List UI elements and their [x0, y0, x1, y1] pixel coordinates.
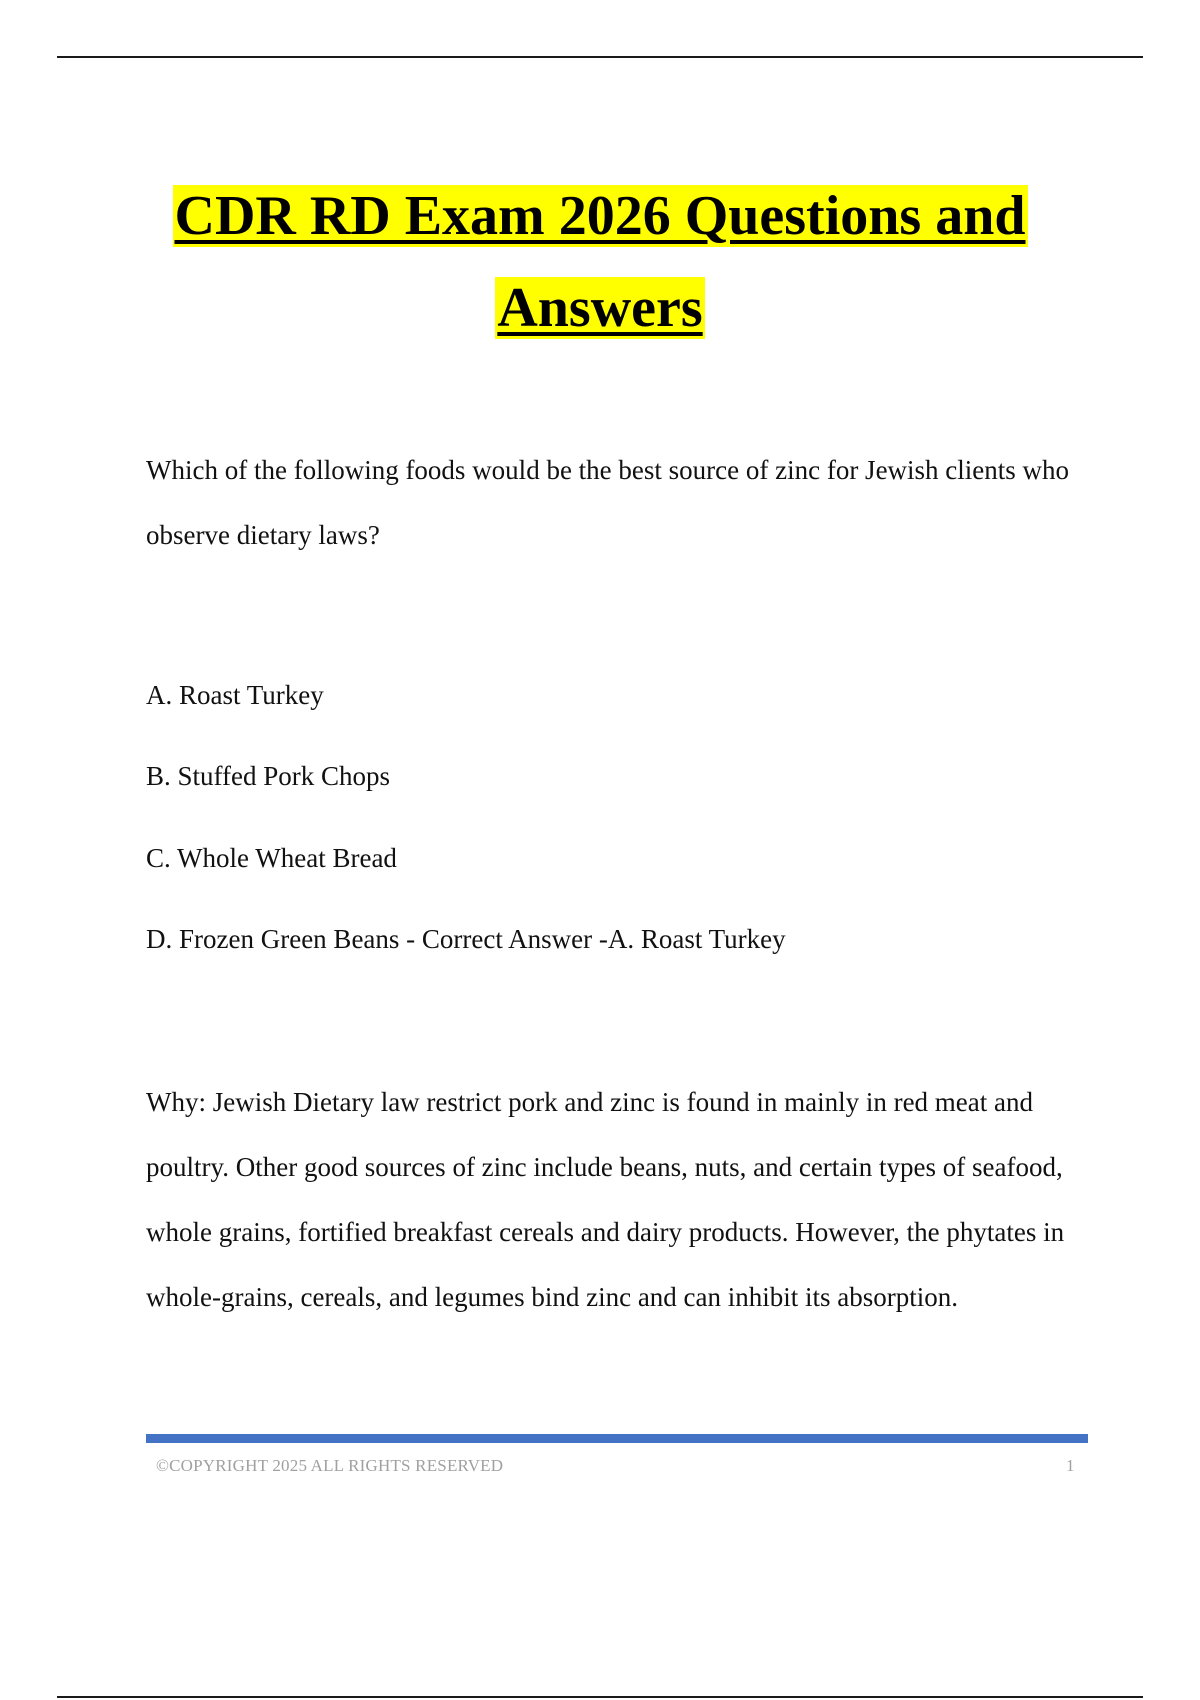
- page-title: [0, 170, 1200, 354]
- title-line-1: CDR RD Exam 2026 Questions and: [174, 185, 1026, 247]
- option-b: B. Stuffed Pork Chops: [146, 761, 391, 791]
- top-rule: [57, 56, 1143, 58]
- option-a: A. Roast Turkey: [146, 680, 324, 710]
- footer-copyright: ©COPYRIGHT 2025 ALL RIGHTS RESERVED: [156, 1456, 504, 1475]
- footer-divider-bar: [146, 1434, 1088, 1443]
- footer-page-number: 1: [1066, 1456, 1075, 1475]
- question-text: Which of the following foods would be the best source of zinc for Jewish clients who observe dietary laws?: [146, 455, 1070, 550]
- explanation-text: Why: Jewish Dietary law restrict pork and zinc is found in mainly in red meat and poultry. Other good sources of zinc include beans, nuts, and certain types of seafood, whole grains, fortified breakfast cereals and dairy products. However, the phytates in whole-grains, cereals, and legumes bind zinc and can inhibit its absorption.: [146, 1087, 1065, 1312]
- option-c: C. Whole Wheat Bread: [146, 843, 397, 873]
- title-line-2: Answers: [497, 277, 703, 339]
- bottom-rule: [57, 1696, 1143, 1698]
- option-d-with-answer: D. Frozen Green Beans - Correct Answer -A. Roast Turkey: [146, 924, 786, 954]
